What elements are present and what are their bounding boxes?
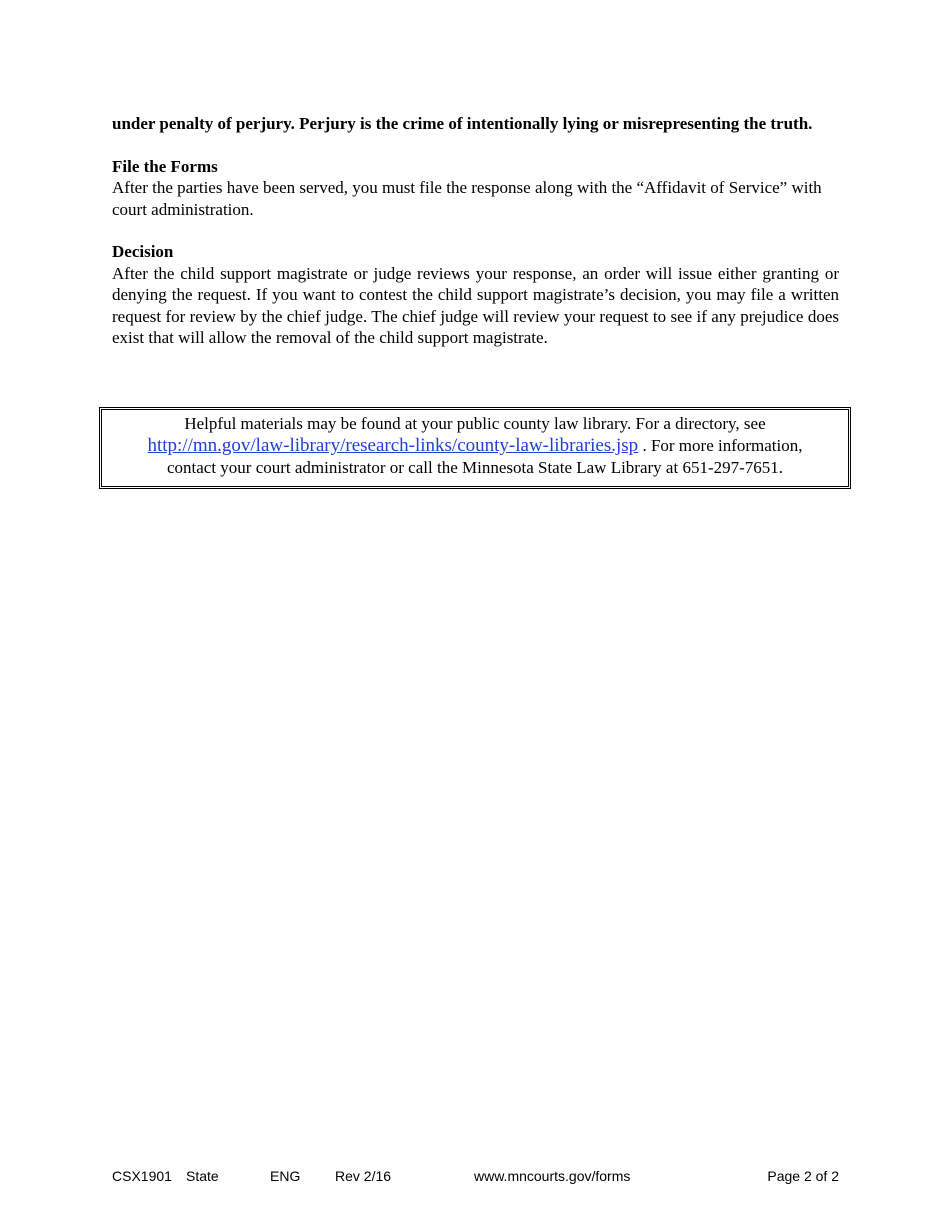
footer-revision: Rev 2/16 <box>335 1168 392 1184</box>
footer-language: ENG <box>270 1168 301 1184</box>
law-library-info-box <box>99 407 851 489</box>
decision-heading: Decision <box>112 242 174 261</box>
file-forms-section <box>112 156 839 221</box>
county-law-libraries-link[interactable]: http://mn.gov/law-library/research-links/county-law-libraries.jsp <box>147 435 639 456</box>
file-forms-body: After the parties have been served, you must file the response along with the “Affidavit of Service” with court administration. <box>112 178 822 219</box>
footer-website: www.mncourts.gov/forms <box>474 1168 631 1184</box>
page-footer <box>112 1168 839 1188</box>
document-body <box>112 113 839 349</box>
footer-page-number: Page 2 of 2 <box>767 1168 839 1184</box>
info-line-2 <box>102 435 848 457</box>
footer-form-code: CSX1901 <box>112 1168 172 1184</box>
perjury-notice: under penalty of perjury. Perjury is the crime of intentionally lying or misrepresenting the truth. <box>112 114 813 133</box>
decision-body: After the child support magistrate or judge reviews your response, an order will issue either granting or denying the request. If you want to contest the child support magistrate’s decision, you may file a written request for review by the chief judge. The chief judge will review your request to see if any prejudice does exist that will allow the removal of the child support magistrate. <box>112 263 839 347</box>
footer-jurisdiction: State <box>186 1168 219 1184</box>
info-line-3: contact your court administrator or call the Minnesota State Law Library at 651-297-7651. <box>166 458 784 477</box>
file-forms-heading: File the Forms <box>112 156 218 176</box>
decision-section <box>112 241 839 349</box>
info-line-1: Helpful materials may be found at your public county law library. For a directory, see <box>184 414 766 433</box>
info-line-2-tail: . For more information, <box>638 436 803 455</box>
